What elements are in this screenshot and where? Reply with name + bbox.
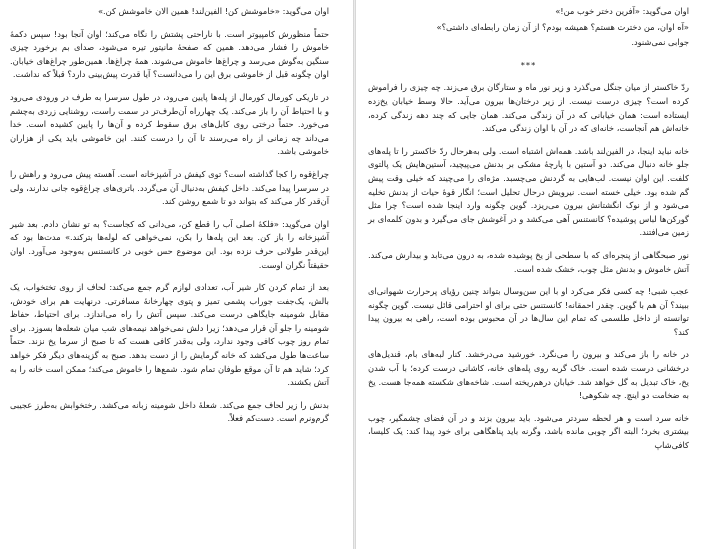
paragraph: بدنش را زیر لحاف جمع می‌کند. شعلهٔ داخل شومینه زبانه می‌کشد. رختخوابش به‌طرز عجیبی گرم‌ونرم است. دست‌کم فعلاً.: [10, 399, 329, 424]
paragraph: خانه سرد است و هر لحظه سردتر می‌شود. باید بیرون بزند و در آن فضای چشمگیر، چوب بیشتری بخرد؛ البته اگر چوبی مانده باشد، وگرنه باید پناهگاهی برای خود پیدا کند: یک کلیسا، کافی‌شاپ: [368, 412, 689, 451]
paragraph: در تاریکی کورمال کورمال از پله‌ها پایین می‌رود، در طول سرسرا به طرف در ورودی می‌رود و با احتیاط آن را باز می‌کند. یک چهارراه آن‌طرف‌تر در سمت راست، روشنایی زردی به‌چشم می‌خورد. حتماً درختی روی کابل‌های برق سقوط کرده و آن‌ها را پایین کشیده است. خدا می‌داند چه زمانی از راه می‌رسند تا آن را درست کنند. این خاموشی باید یکی از هزاران خاموشی باشد.: [10, 91, 329, 157]
paragraph: در خانه را باز می‌کند و بیرون را می‌نگرد. خورشید می‌درخشد. کنار لبه‌های بام، قندیل‌های درخشانی درست شده است. خاک گربه روی پله‌های خانه، کاشانی درست کرده‌؛ با آب شدن یخ، خاک تبدیل به گل خواهد شد. خیابان درهم‌ریخته است. شاخه‌های شکسته همه‌جا هست. یخ به ضخامت دو اینچ. چه شکوهی!: [368, 349, 689, 401]
right-page: [356, 0, 709, 549]
paragraph: عجب شبی! چه کسی فکر می‌کرد او با این سن‌وسال بتواند چنین رؤیای پرحرارت شهوانی‌ای ببیند؟ آن هم با گوین. چقدر احمقانه! کانستنس حتی برای او احترامی قائل نیست. گوین چگونه توانسته از داخل طلسمی که تمام این سال‌ها در آن محبوس بوده است، راهی به بیرون پیدا کند؟: [368, 286, 689, 337]
paragraph: خانه نباید اینجا، در الفین‌لند باشد. همه‌اش اشتباه است. ولی به‌هرحال ردّ خاکستر را تا پله‌های جلو خانه دنبال می‌کند. دو آستین با پارچهٔ مشکی بر بدنش می‌پیچید، آستین‌هایش یک پالتوی کلفت. این اوان نیست. لب‌هایی به گردنش می‌چسبد. مژه‌ای را می‌چیند که خیلی وقت پیش گم شده بود. خیلی خسته است. نیرویش درحال تحلیل است؛ انگار قوهٔ حیات از بدنش تخلیه می‌شود و از نوک انگشتانش بیرون می‌ریزد. گوین چگونه وارد اینجا شده است؟ چرا مثل گورکن‌ها لباس پوشیده؟ کانستنس آهی می‌کشد و در آغوشش جای می‌گیرد و بدون کلمه‌ای بر زمین می‌افتند.: [368, 145, 689, 238]
paragraph: جوابی نمی‌شنود.: [631, 37, 689, 48]
paragraph: ردّ خاکستر از میان جنگل می‌گذرد و زیر نور ماه و ستارگان برق می‌زند. چه چیزی را فراموش کرده است؟ چیزی درست نیست. از زیر درختان‌ها بیرون می‌آید. حالا وسط خیابان یخ‌زده ایستاده است: همان خیابانی که در آن زندگی می‌کند. همان جایی که چند دهه زندگی کرده، خانه‌اش هم آنجاست، خانه‌ای که در آن با اوان زندگی می‌کند.: [368, 82, 689, 134]
paragraph: نور صبحگاهی از پنجره‌ای که با سطحی از یخ پوشیده شده، به درون می‌تابد و بیدارش می‌کند. آتش خاموش و بدنش مثل چوب، خشک شده است.: [368, 249, 689, 274]
section-separator: ***: [520, 59, 537, 70]
paragraph: حتماً منظورش کامپیوتر است. با ناراحتی پشتش را نگاه می‌کند؛ اوان آنجا بود! سپس دکمهٔ خاموش را فشار می‌دهد. همین که صفحهٔ مانیتور تیره می‌شود، صدای بم برخورد چیزی سنگین به‌گوش می‌رسد و چراغ‌ها خاموش می‌شوند. همهٔ چراغ‌ها. همین‌طور چراغ‌های خیابان. اوان چگونه قبل از خاموشی برق این را می‌دانست؟ آیا قدرت پیش‌بینی دارد؟ قبلاً که نداشت.: [10, 28, 329, 80]
paragraph: «آه اوان، من دخترت هستم؟ همیشه بودم؟ از آن زمان رابطه‌ای داشتی؟»: [436, 21, 689, 32]
page-gutter: [353, 0, 356, 549]
paragraph: اوان می‌گوید: «فلکهٔ اصلی آب را قطع کن، می‌دانی که کجاست؟ به تو نشان دادم. بعد شیر آشپزخانه را باز کن. بعد این پله‌ها را بکن، نمی‌خواهی که لوله‌ها بترکند.» مدت‌ها بود که این‌قدر طولانی حرف نزده بود. این موضوع حس خوبی در کانستنس به‌وجود می‌آورد. اوان حقیقتاً نگران اوست.: [10, 218, 329, 270]
paragraph: اوان می‌گوید: «خاموشش کن! الفین‌لند! همین الان خاموشش کن.»: [97, 6, 329, 16]
paragraph: اوان می‌گوید: «آفرین دختر خوب من!»: [555, 6, 689, 16]
left-page: [0, 0, 353, 549]
paragraph: بعد از تمام کردن کار شیر آب، تعدادی لوازم گرم جمع می‌کند: لحاف از روی تختخواب، یک بالش، یک‌جفت جوراب پشمی تمیز و پتوی چهارخانهٔ مسافرتی. درنهایت هم برای خودش، مقابل شومینه جایگاهی درست می‌کند. سپس آتش را راه می‌اندازد. برای احتیاط، حفاظ شومینه را جلو آن قرار می‌دهد؛ زیرا دلش نمی‌خواهد نیمه‌های شب میان شعله‌ها بسوزد. برای تمام روز چوب کافی وجود ندارد، ولی به‌قدر کافی هست که تا صبح از سرما یخ نزند. حتماً ساعت‌ها طول می‌کشد که خانه گرمایش را از دست بدهد. صبح به گزینه‌های دیگر فکر خواهد کرد؛ شاید هم تا آن موقع طوفان تمام شود. شمع‌ها را خاموش می‌کند؛ ممکن است خانه را به آتش بکشند.: [10, 282, 329, 388]
paragraph: چراغ‌قوه را کجا گذاشته است؟ توی کیفش در آشپزخانه است. آهسته پیش می‌رود و راهش را در سرسرا پیدا می‌کند. داخل کیفش به‌دنبال آن می‌گردد. باتری‌های چراغ‌قوه جانی ندارند، ولی آن‌قدر کار می‌کند که بتواند دو تا شمع روشن کند.: [10, 168, 329, 207]
